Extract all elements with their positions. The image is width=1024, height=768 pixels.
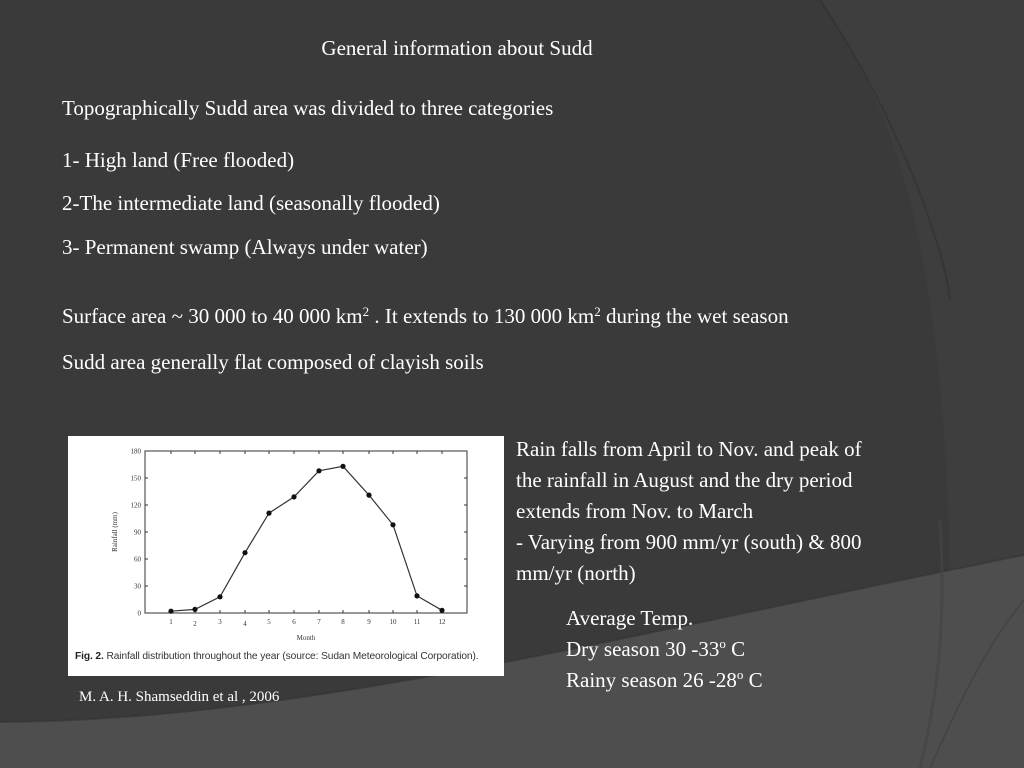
surface-part-1: Surface area ~ 30 000 to 40 000 km (62, 304, 363, 328)
slide-title: General information about Sudd (321, 36, 593, 60)
degree-sign: o (719, 636, 726, 651)
y-tick-label: 60 (134, 555, 141, 564)
degree-sign: o (736, 667, 744, 682)
data-point (439, 608, 444, 613)
topography-intro: Topographically Sudd area was divided to three categories (62, 96, 554, 120)
temperature-heading: Average Temp. (566, 606, 694, 630)
x-tick-label: 5 (267, 618, 271, 626)
data-point (242, 550, 247, 555)
category-item-3: 3- Permanent swamp (Always under water) (62, 235, 428, 259)
data-point (291, 494, 296, 499)
y-tick-label: 90 (134, 528, 141, 537)
data-point (414, 593, 419, 598)
data-point (316, 468, 321, 473)
rainfall-line-3: extends from Nov. to March (516, 499, 754, 523)
rainfall-line-5: mm/yr (north) (516, 561, 636, 585)
y-tick-label: 180 (130, 447, 141, 456)
data-point (217, 594, 222, 599)
figure-caption (75, 651, 503, 662)
dry-season-temp (566, 634, 763, 665)
y-tick-label: 150 (130, 474, 141, 483)
x-tick-label: 8 (341, 618, 345, 626)
rainfall-line-1: Rain falls from April to Nov. and peak of (516, 437, 862, 461)
x-tick-label: 7 (317, 618, 321, 626)
x-tick-label: 12 (438, 618, 446, 626)
rainfall-chart (68, 436, 504, 676)
rainfall-description (516, 434, 956, 589)
y-axis-label: Rainfall (mm) (111, 512, 119, 552)
y-tick-label: 0 (137, 609, 141, 618)
figure-caption-text: Rainfall distribution throughout the year (source: Sudan Meteorological Corporation). (103, 651, 479, 662)
data-point (340, 464, 345, 469)
x-tick-label: 9 (367, 618, 371, 626)
x-tick-label: 10 (389, 618, 397, 626)
data-point (192, 607, 197, 612)
category-item-2: 2-The intermediate land (seasonally flooded) (62, 191, 440, 215)
data-point (168, 609, 173, 614)
rainy-season-temp (566, 665, 763, 696)
dry-season-label: Dry season 30 -33 (566, 637, 720, 661)
category-item-1: 1- High land (Free flooded) (62, 148, 295, 172)
celsius-unit: C (725, 637, 746, 661)
x-axis-label: Month (296, 634, 316, 642)
surface-part-2: . It extends to 130 000 km (369, 304, 595, 328)
citation: M. A. H. Shamseddin et al , 2006 (79, 689, 280, 705)
data-point (366, 493, 371, 498)
rainy-season-label: Rainy season 26 -28 (566, 668, 737, 692)
y-tick-label: 30 (134, 582, 141, 591)
x-tick-label: 11 (413, 618, 421, 626)
surface-area-text (62, 304, 789, 329)
x-tick-label: 2 (193, 620, 197, 628)
rainfall-line-2: the rainfall in August and the dry period (516, 468, 853, 492)
temperature-block (566, 603, 763, 696)
superscript-2: 2 (362, 304, 370, 319)
y-tick-label: 120 (130, 501, 141, 510)
data-point (390, 522, 395, 527)
rainfall-figure (68, 436, 504, 676)
figure-label: Fig. 2. (75, 651, 104, 662)
x-tick-label: 3 (218, 618, 222, 626)
superscript-2: 2 (594, 304, 601, 319)
celsius-unit: C (743, 668, 763, 692)
x-tick-label: 4 (243, 620, 247, 628)
x-tick-label: 6 (292, 618, 296, 626)
surface-part-3: during the wet season (600, 304, 789, 328)
plot-frame (145, 451, 467, 613)
rainfall-line (171, 466, 442, 611)
data-point (266, 511, 271, 516)
x-tick-label: 1 (169, 618, 173, 626)
rainfall-line-4: - Varying from 900 mm/yr (south) & 800 (516, 530, 862, 554)
soils-text: Sudd area generally flat composed of clayish soils (62, 350, 484, 374)
